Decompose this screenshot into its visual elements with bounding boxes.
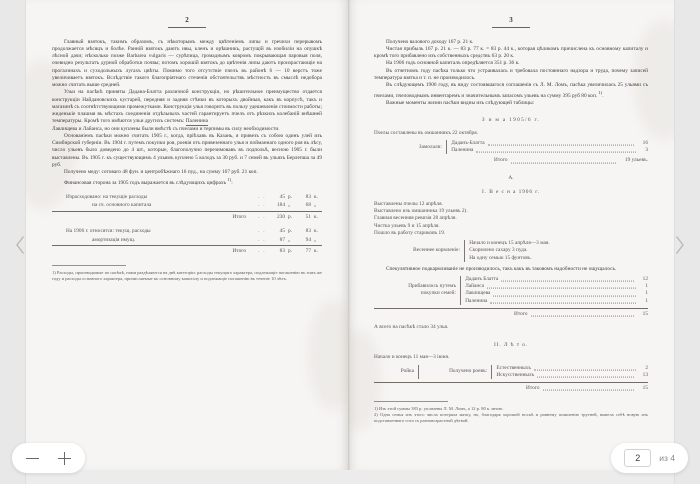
spring-line: Пошло въ работу стариковъ 19. — [374, 229, 446, 236]
finance-table-expenses — [52, 193, 322, 221]
paragraph: Въ отчетномъ году пасѣка только что устраивалась и требовала постояннаго надзора и труда, почему записей температура взятка и т. п. не производилось. — [374, 67, 648, 81]
spring-feeding-label: Весеннее кормленiе: — [413, 247, 460, 254]
page-gutter — [348, 0, 351, 470]
winter-heading: З и м а 1905/6 г. — [481, 116, 541, 123]
footnote-marker: 1) — [227, 177, 232, 183]
page-right-body — [348, 39, 674, 425]
table-total-row: Итого . . 83 р. 77 к. — [232, 248, 318, 255]
page-total-label: из 4 — [659, 453, 675, 463]
paragraph: Ульи на пасѣкѣ приняты Дадана-Блатта различной конструкцiи, но рѣшительное преимущество отдается конструкцiи Найдановскихъ кустарей, передняя и задняя стѣнки въ которыхъ двойныя, какъ въ корпусѣ, такъ и магазинѣ съ соотвѣтствующими промежутками. Конструкцiя улья говоритъ въ пользу удешевленiя стоимости работы; жиденькiе плашмя въ мѣстахъ соединенiя отдѣльныхъ частей гарантируетъ пчелъ отъ рѣзкихъ колебанiй внѣшней температуры. Кромѣ того имѣются ульи другихъ системъ: Паленина — [52, 89, 322, 125]
paragraph: Чистая прибыль 167 р. 21 к. — 83 р. 77 к. = 83 р. 44 к., которая цѣликомъ причислена къ основному капиталу и кромѣ того прибавлено изъ собственныхъ средствъ 63 р. 20 к. — [374, 45, 648, 59]
paragraph: Получено валового доходу 167 р. 21 к. — [386, 38, 474, 45]
folio-left: 2 — [185, 16, 189, 24]
spring-line: Выставлено изъ омшанника 19 ульевъ 2). — [374, 208, 468, 215]
table-row: На 1906 г. относятся: текущ. расходы . . 45 р. 83 к. — [66, 228, 318, 235]
list-item: Даданъ-Блатта 16 — [451, 139, 648, 146]
table-row: Израсходовано: на текущiе расходы . . 45 р. 83 к. — [66, 193, 318, 200]
page-left-body — [26, 39, 348, 282]
winter-total-row: Итого 19 ульевъ. — [494, 157, 648, 164]
spring-line: Чистка ульевъ 9 и 15 апрѣля. — [374, 222, 440, 229]
spring-heading: I. В е с н а 1906 г. — [482, 188, 540, 195]
brace-mark — [460, 276, 461, 305]
spring-purchase-total: Итого 15 — [374, 308, 648, 318]
list-item: Естественныхъ 2 — [496, 364, 648, 371]
zoom-controls — [12, 443, 85, 473]
footnote-right: 1) Изъ этой суммы 383 р. уплачены Л. М. Ломъ, а 12 р. 80 к. мною. — [374, 406, 504, 412]
brace-mark — [491, 365, 492, 379]
brace-mark — [446, 140, 447, 154]
page-spread — [26, 0, 674, 470]
page-right — [348, 0, 674, 470]
winter-hive-group — [374, 140, 648, 154]
spring-feeding-group — [374, 240, 648, 262]
footnote-rule-right — [374, 401, 448, 402]
footnote-right: 2) Одна семья изъ этого числа потеряла матку, но, благодаря хорошей носкѣ и раннему появленiю трутней, вывела себѣ новую изъ подставленнаго сота съ разновозрастной дѣтвой. — [374, 412, 648, 424]
list-item: Паленина 1 — [465, 297, 648, 304]
paragraph: Важные моменты жизни пасѣки видны изъ слѣдующей таблицы: — [386, 100, 535, 107]
paragraph: Въ слѣдующемъ 1906 году, въ виду состоявшагося соглашенiя съ Л. М. Ломъ, пасѣка увеличилась 25 ульями съ пчелами, пчеловоднымъ инвентаремъ и значительнымъ запасомъ ульевъ на сумму 395 руб 80 коп. $^{1)}$. — [374, 82, 648, 100]
folio-rule-left — [168, 27, 206, 28]
list-item: Скормлено сахару 3 пуда. — [469, 247, 528, 254]
finance-table-1906 — [52, 228, 322, 256]
summer-total-row: Итого 15 — [374, 382, 648, 392]
table-row: на сч. основного капитала . . 184 „ 68 „ — [52, 202, 322, 212]
list-item: Даданъ Блатта 12 — [465, 275, 648, 282]
paragraph: Получено меду: сотоваго 48 фун. и центробѣжнаго 16 пуд., на сумму 167 руб. 21 коп. — [64, 169, 258, 175]
section-letter: А. — [508, 174, 514, 181]
paragraph-continued: Лавлищева и Лайанса, но они куплены были вмѣстѣ съ пчелами и терпимы въ силу необходимости. — [52, 125, 280, 132]
footnote-marker: 1) — [598, 90, 603, 96]
page-navigation-controls — [611, 443, 688, 473]
spring-note: Спекулятивное подкармливанiе не производилось, такъ какъ въ таковомъ надобности не ощущалось. — [386, 265, 617, 272]
folio-right: 3 — [509, 16, 513, 24]
spring-summary: А всего на пасѣкѣ стало 34 улья. — [374, 323, 449, 330]
spring-line: Главная весенняя ревизiя 28 апрѣля. — [374, 215, 457, 222]
list-item: Лавлищева 1 — [465, 290, 648, 297]
list-item: Искусственныхъ 13 — [496, 371, 648, 378]
brace-mark — [418, 365, 419, 379]
paragraph: Главный взятокъ, такимъ образомъ, съ нѣкоторымъ между цвѣтенiемъ липы и гречихи перерывомъ продолжается мѣсяцъ и болѣе. Раннiй взятокъ даютъ ивы, кленъ и орѣшникъ, растущiй въ изобилiи на опушкѣ лѣсной дачи; нѣсколько позже Barbarea vulgaris — сурѣпица, громаднымъ ковромъ покрывающая паровыя поля, очевидно результатъ дурной обработки почвы; потомъ хорошiй взятокъ до цвѣтенiя липы даютъ произрастающiе на прогалинахъ и суходольныхъ лугахъ цвѣты. Помимо того отсутствiе пчелъ въ районѣ 6 — 10 верстъ тоже увеличиваетъ взятокъ. Вслѣдствiе такого благопрiятнаго стеченiя обстоятельствъ мѣстность въ смыслѣ недобора можно считать выше средней. — [52, 38, 322, 88]
next-page-chevron-icon[interactable] — [671, 232, 688, 258]
paragraph: На 1906 годъ основной капиталъ опредѣляется 351 р. 36 к. — [386, 60, 520, 67]
spring-purchase-group — [374, 276, 648, 305]
folio-rule-right — [492, 27, 530, 28]
summer-inner-label: Получено роевъ: — [449, 368, 488, 375]
table-total-row: Итого . . 230 р. 51 к. — [232, 213, 318, 220]
previous-page-chevron-icon[interactable] — [12, 232, 29, 258]
list-item: Начало и конецъ 15 апрѣля—3 мая. — [469, 240, 550, 247]
winter-group-label: Замолали: — [418, 143, 442, 150]
paragraph: Основанiемъ пасѣки можно считать 1905 г., когда, прiѣхавъ въ Казань, я привезъ съ собою одинъ улей изъ Симбирской губернiи. Въ 1904 г. путемъ покупки роя, роевія отъ привезеннаго улья и пойманнаго одного роя въ лѣсу, число ульевъ было доведено до 4 шт., которые, благополучно перезимовавъ въ подпольѣ, весною 1905 г. были выставлены. Въ 1905 г. къ существующимъ 4 ульямъ куплено 5 колодъ за 30 руб. и 7 семей въ ульяхъ Берлепша за 49 руб. — [52, 132, 322, 168]
page-number-input[interactable]: 2 — [624, 449, 651, 467]
summer-outer-label: Ройка — [400, 368, 414, 375]
winter-intro: Пчелы составлены въ омшанникъ 22 октября. — [374, 129, 479, 136]
table-row: амортизацiя имущ. . . 87 „ 94 „ — [52, 236, 322, 246]
summer-intro: Начало и конецъ 11 мая—3 iюня. — [374, 354, 450, 361]
summer-heading: II. Л ѣ т о. — [493, 342, 529, 349]
highlighted-term: Паленина — [185, 118, 208, 125]
summer-swarm-group — [374, 365, 648, 379]
page-left — [26, 0, 348, 470]
list-item: Паленина 3 — [451, 147, 648, 154]
zoom-out-button[interactable] — [25, 451, 40, 466]
spring-purchase-label: Прибавилось путемъ покупки семей: — [408, 283, 456, 297]
spring-line: Выставлены пчелы 12 апрѣля. — [374, 201, 443, 208]
zoom-in-button[interactable] — [57, 451, 72, 466]
footnote-left: 1) Расходы, производимые по пасѣкѣ, нами раздѣляются на двѣ категорiи: расходы текущаго характера, подлежащiе погашенiю въ томъ же году и расходы основного характера, причисляемые къ основному капиталу и подлежащiе погашенiю въ теченiе 10 лѣтъ. — [52, 269, 322, 281]
brace-mark — [464, 240, 465, 262]
footnote-rule-left — [52, 265, 126, 266]
list-item: На одну семью 15 фунтовъ. — [469, 254, 532, 261]
list-item: Лайанса 1 — [465, 283, 648, 290]
paragraph: Финансовая сторона за 1905 годъ выражается въ слѣдующихъ цифрахъ $^{1)}$: — [64, 177, 233, 187]
